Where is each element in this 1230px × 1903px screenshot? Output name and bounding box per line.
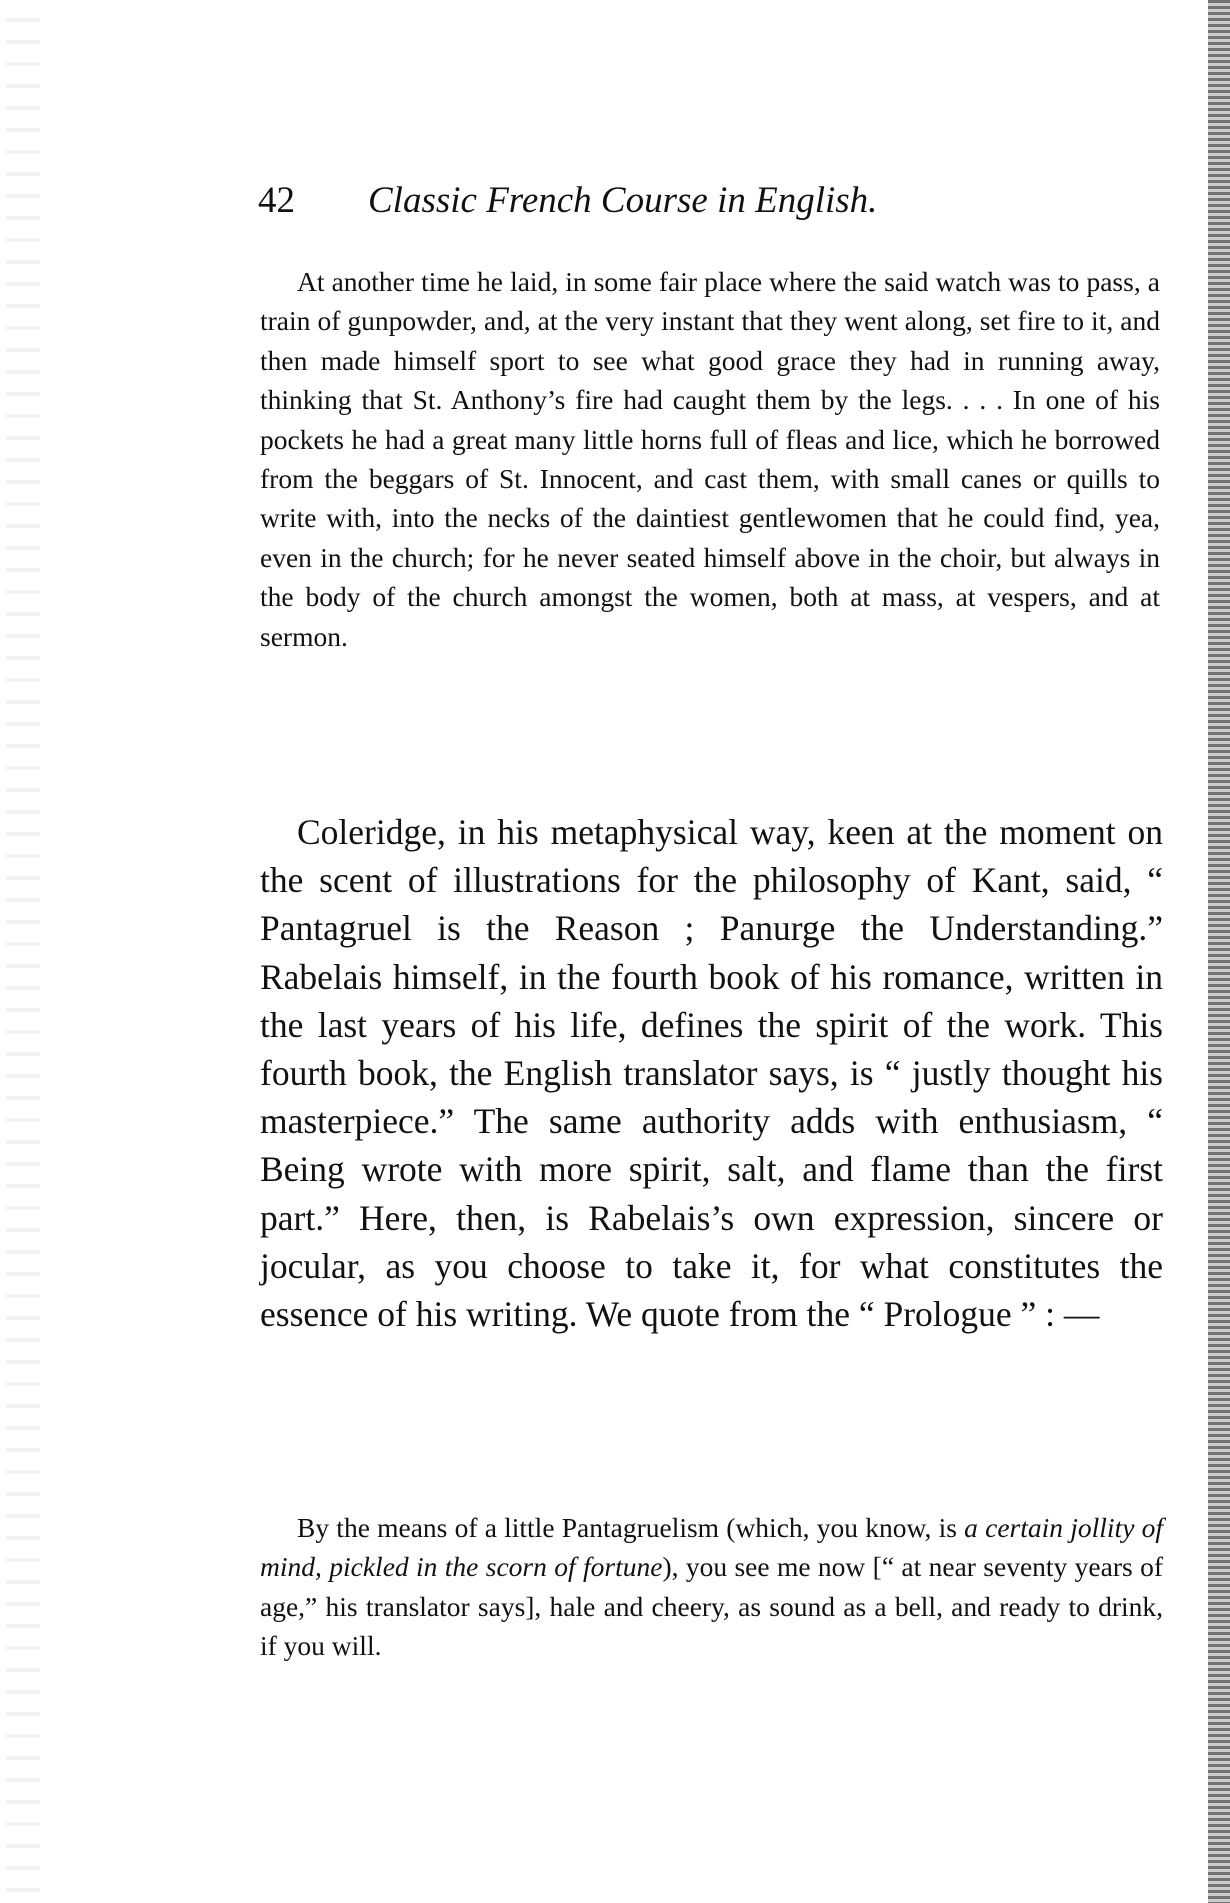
- body-paragraph-coleridge: Coleridge, in his metaphysical way, keen at the moment on the scent of illustrations for the philosophy of Kant, said, “ Pantagruel is the Reason ; Panurge the Understanding.” Rabelais himself, in the fourth book of his romance, written in the last years of his life, defines the spirit of the work. This fourth book, the English translator says, is “ justly thought his masterpiece.” The same authority adds with enthusiasm, “ Being wrote with more spirit, salt, and flame than the first part.” Here, then, is Rabelais’s own expression, sincere or jocular, as you choose to take it, for what constitutes the essence of his writing. We quote from the “ Prologue ” : —: [260, 812, 1163, 1335]
- page-header: [258, 176, 1058, 226]
- prologue-italic-definition: a certain jollity of mind, pickled in the scorn of fortune: [260, 1512, 1164, 1583]
- page-edge-left: [6, 0, 40, 1903]
- quoted-passage-prologue: [260, 1508, 1163, 1666]
- prologue-text-start: By the means of a little Pantagruelism (which, you know, is: [297, 1512, 965, 1543]
- quoted-passage-rabelais-pranks: At another time he laid, in some fair place where the said watch was to pass, a train of gunpowder, and, at the very instant that they went along, set fire to it, and then made himself sport to see what good grace they had in running away, thinking that St. Anthony’s fire had caught them by the legs. . . . In one of his pockets he had a great many little horns full of fleas and lice, which he borrowed from the beggars of St. Innocent, and cast them, with small canes or quills to write with, into the necks of the daintiest gentlewomen that he could find, yea, even in the church; for he never seated himself above in the choir, but always in the body of the church amongst the women, both at mass, at vespers, and at sermon.: [260, 266, 1160, 652]
- page-number: 42: [258, 180, 295, 221]
- page-edge-right: [1208, 0, 1230, 1903]
- running-title: Classic French Course in English.: [368, 180, 878, 221]
- prologue-text-end: ), you see me now [“ at near seventy years of age,” his translator says], hale and cheery, as sound as a bell, and ready to drink, if you will.: [260, 1551, 1163, 1662]
